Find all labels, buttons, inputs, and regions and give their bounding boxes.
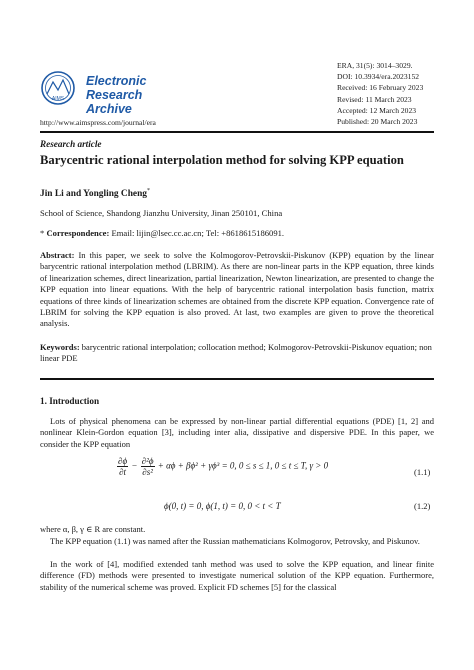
eq1-frac-dt: $\frac{\partial\phi}{\partial t}$ <box>118 456 128 477</box>
eq1-rhs: + αϕ + βϕ² + γϕ³ = 0, 0 ≤ s ≤ 1, 0 ≤ t ≤ T, γ > 0 <box>157 460 329 471</box>
keywords-text: barycentric rational interpolation; collocation method; Kolmogorov-Petrovskii-Piskunov equation; non linear PDE <box>40 342 432 364</box>
keywords <box>40 342 434 365</box>
section-heading: 1. Introduction <box>40 396 100 406</box>
keywords-label: Keywords: <box>40 342 80 352</box>
eq2-number: (1.2) <box>414 501 431 511</box>
meta-citation: ERA, 31(5): 3014–3029. <box>337 61 413 70</box>
abstract-label: Abstract: <box>40 250 75 260</box>
meta-accepted: Accepted: 12 March 2023 <box>337 105 417 115</box>
meta-published: Published: 20 March 2023 <box>337 117 418 127</box>
meta-received: Received: 16 February 2023 <box>337 83 424 93</box>
article-title: Barycentric rational interpolation method for solving KPP equation <box>40 153 404 167</box>
intro-paragraph-1: Lots of physical phenomena can be expressed by non-linear partial differential equations (PDE) [1, 2] and nonlinear Klein-Gordon equation [3], including inter alia, dissipative and dispersive PDE. In this paper, we consider the KPP equation <box>40 416 434 449</box>
correspondence-label: Correspondence: <box>46 228 110 238</box>
journal-logo <box>40 68 190 116</box>
journal-name-line2: Research Archive <box>86 88 143 116</box>
intro-paragraph-4: In the work of [4], modified extended tanh method was used to solve the KPP equation, and linear finite difference (FD) methods were presented to investigate numerical solution of the KPP equation. Furthermore, stability of the numerical scheme was proved. Explicit FD schemes [5] for the classical <box>40 559 434 592</box>
author-names: Jin Li and Yongling Cheng <box>40 189 147 200</box>
eq1-frac-ds2: $\frac{\text{∂²ϕ}}{\text{∂s²}}$ <box>141 456 154 477</box>
meta-doi[interactable]: DOI: 10.3934/era.2023152 <box>337 72 420 82</box>
article-type: Research article <box>40 139 102 149</box>
intro-paragraph-2: where α, β, γ ∈ R are constant. <box>40 524 146 534</box>
intro-paragraph-3: The KPP equation (1.1) was named after the Russian mathematicians Kolmogorov, Petrovsky, and Piskunov. <box>50 536 420 546</box>
abstract <box>40 250 434 330</box>
abstract-text: In this paper, we seek to solve the Kolmogorov-Petrovskii-Piskunov (KPP) equation by the linear barycentric rational interpolation method (LBRIM). As there are non-linear parts in the KPP equation, three kinds of linearization schemes, direct linearization, partial linearization, Newton linearization, are presented to change the KPP equation into linear equations. With the help of barycentric rational interpolation basis function, matrix equations of three kinds of linearization schemes are obtained from the discrete KPP equation. Convergence rate of LBRIM for solving the KPP equation is also proved. At last, two examples are given to prove the theoretical analysis. <box>40 250 434 329</box>
equation-2: ϕ(0, t) = 0, ϕ(1, t) = 0, 0 < t < T <box>164 501 281 511</box>
correspondence: * Correspondence: Email: lijin@lsec.cc.ac.cn; Tel: +8618615186091. <box>40 228 285 238</box>
equation-1: $\frac{\partial\phi}{\partial t}$ − $\frac{\text{∂²ϕ}}{\text{∂s²}}$ + αϕ + βϕ² + γϕ³ = 0, 0 ≤ s ≤ 1, 0 ≤ t ≤ T, γ > 0 <box>118 456 329 477</box>
article-meta <box>337 60 423 127</box>
author-mark: * <box>146 188 150 194</box>
header-rule <box>40 131 434 133</box>
journal-name <box>86 74 190 116</box>
affiliation: School of Science, Shandong Jianzhu University, Jinan 250101, China <box>40 208 283 218</box>
correspondence-text: Email: lijin@lsec.cc.ac.cn; Tel: +8618615186091. <box>111 228 285 238</box>
eq1-number: (1.1) <box>414 467 431 477</box>
abstract-rule <box>40 378 434 380</box>
journal-url[interactable]: http://www.aimspress.com/journal/era <box>40 118 156 127</box>
logo-text: AIMS <box>51 96 65 102</box>
meta-revised: Revised: 11 March 2023 <box>337 94 412 104</box>
aims-logo-icon <box>40 70 76 106</box>
authors <box>40 188 150 199</box>
journal-name-line1: Electronic <box>86 74 147 88</box>
